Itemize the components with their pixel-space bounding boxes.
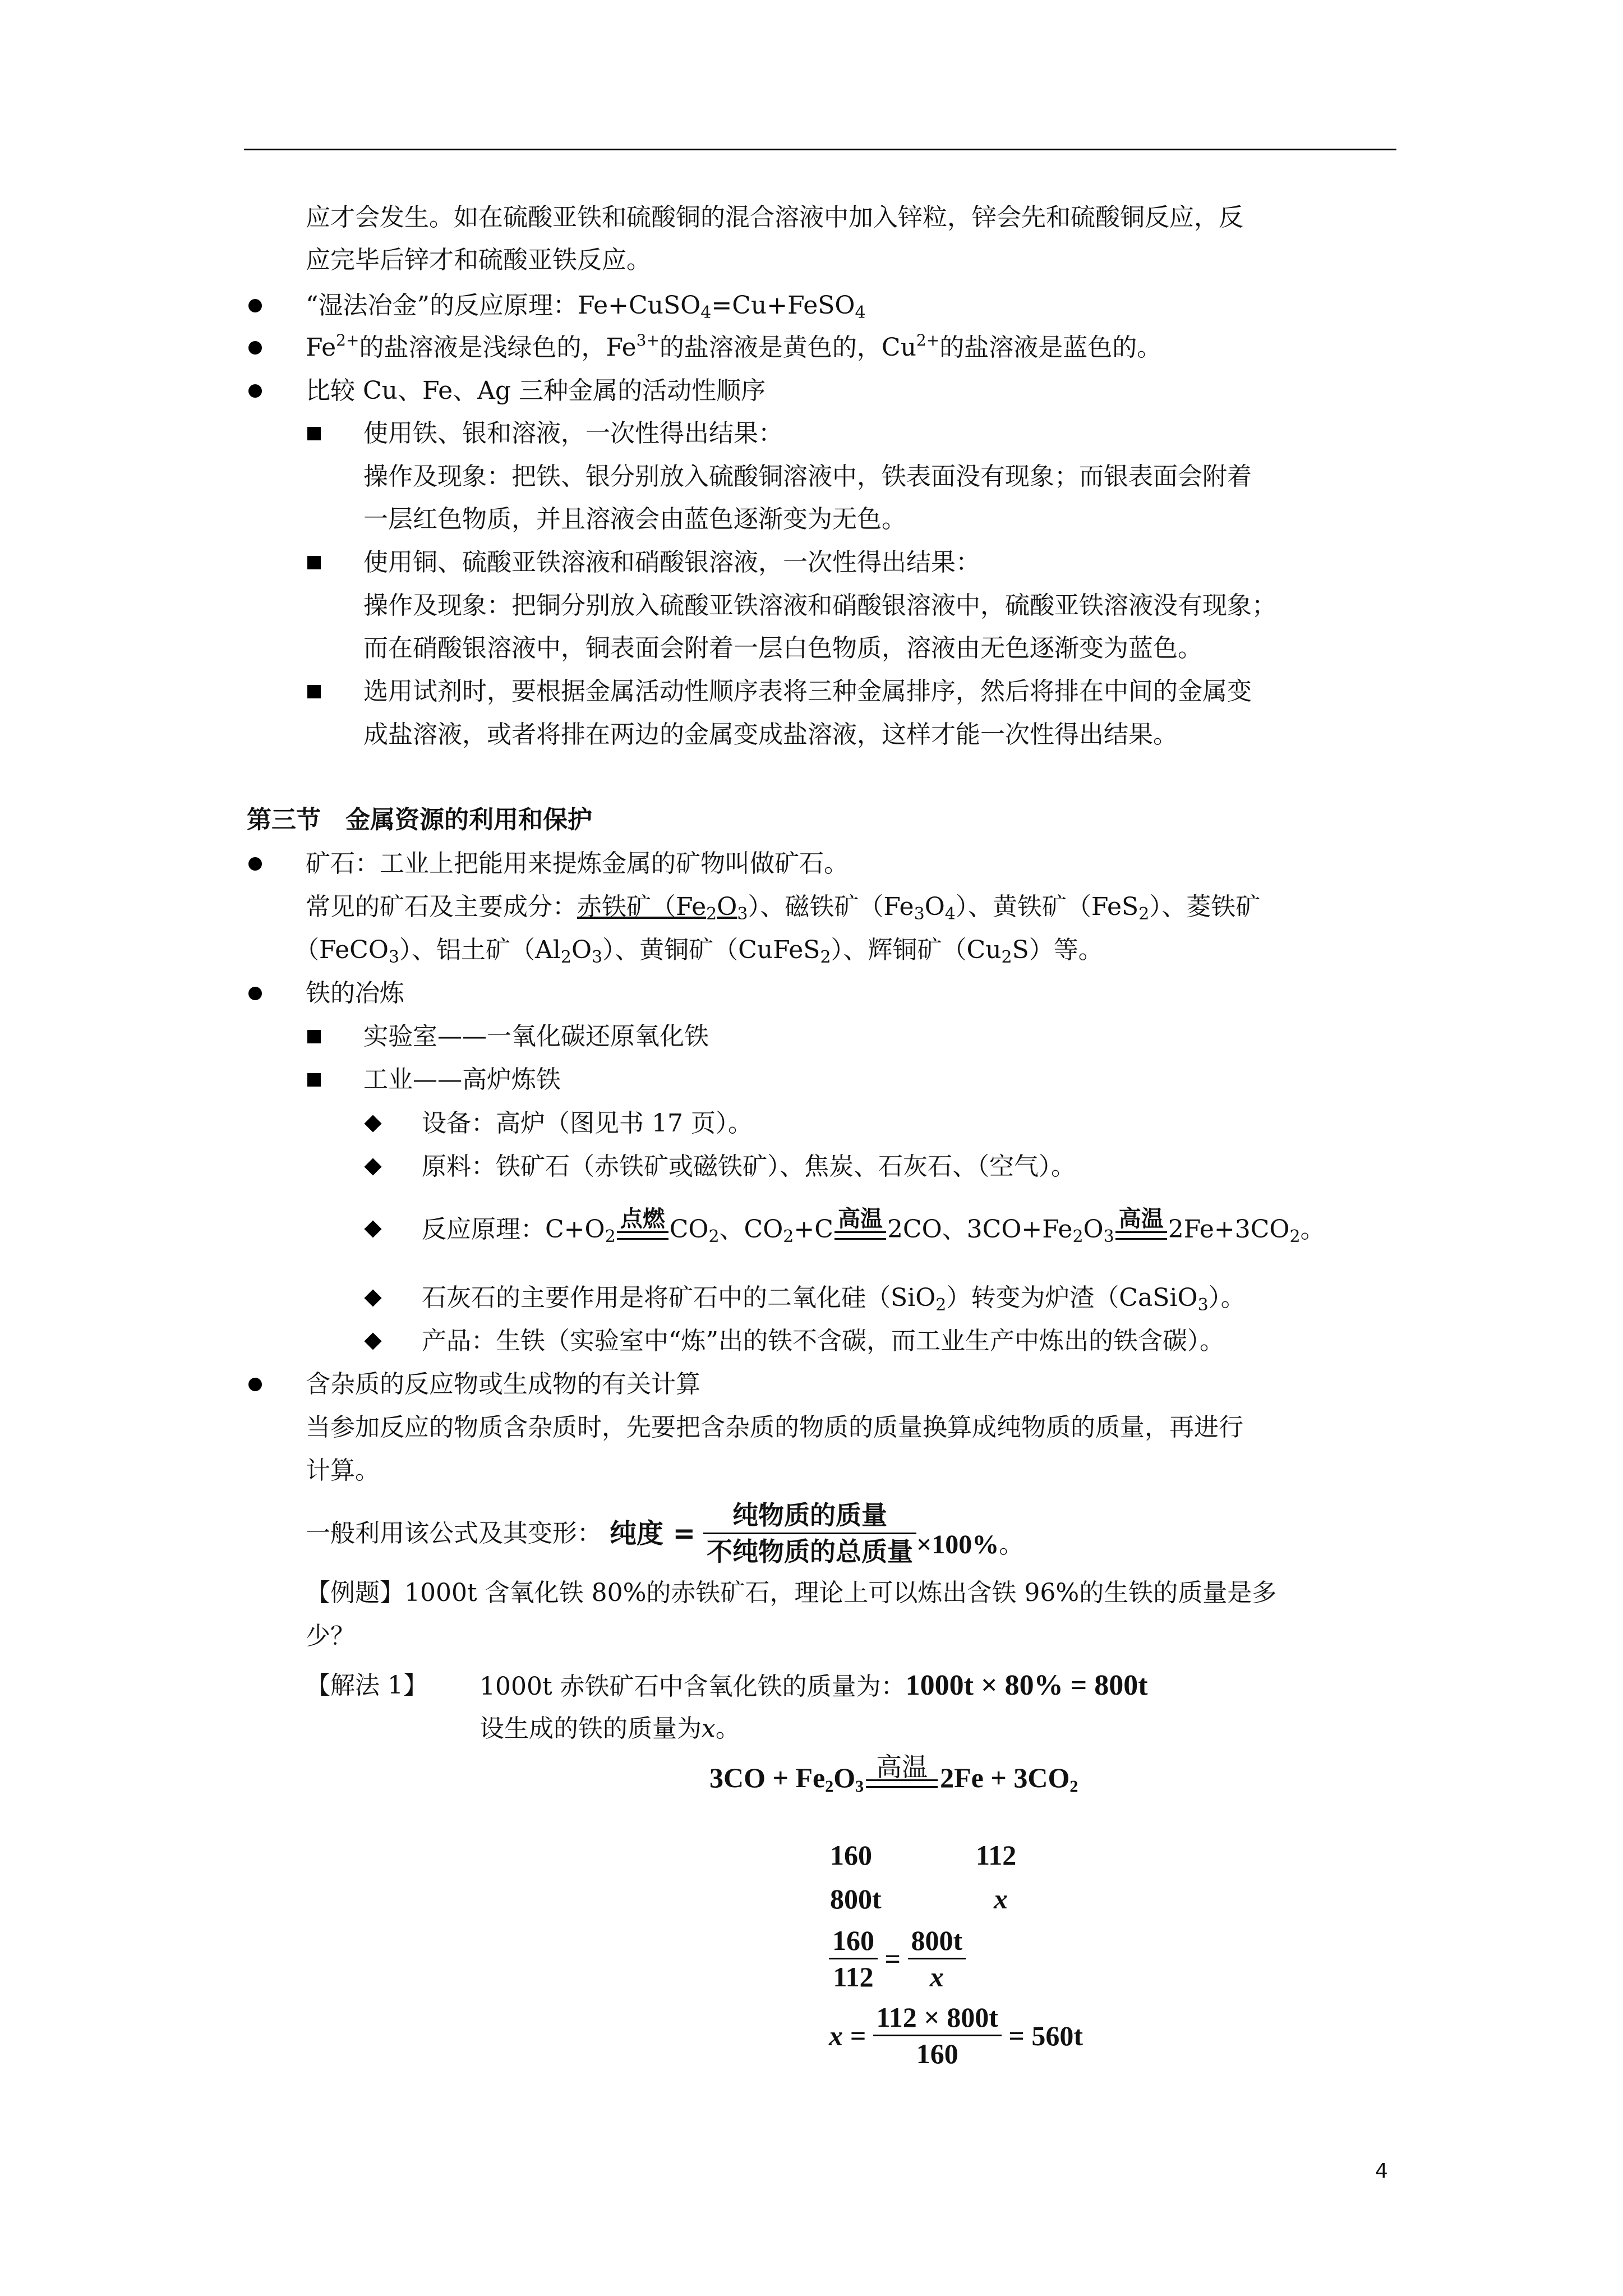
bullet-icon [248,1378,262,1391]
text-line: 而在硝酸银溶液中，铜表面会附着一层白色物质，溶液由无色逐渐变为蓝色。 [363,634,1202,662]
square-bullet-icon [307,556,321,569]
diamond-bullet-icon [364,1332,381,1350]
reaction-condition: 高温 [1115,1207,1167,1246]
diamond-bullet-icon [364,1220,381,1237]
bullet-icon [248,857,262,871]
square-bullet-icon [307,1030,321,1043]
mass-right: x [994,1883,1008,1915]
text-line: 比较 Cu、Fe、Ag 三种金属的活动性顺序 [306,376,766,405]
text-line: $Fe^{2+}$的盐溶液是浅绿色的，$Fe^{3+}$的盐溶液是黄色的，$Cu^{2+}$的盐溶液是蓝色的。 [306,331,1162,362]
text-line: 铁的冶炼 [306,979,404,1007]
purity-fraction: $\frac{\text{纯物质的质量}}{\text{不纯物质的总质量}}$ [703,1498,916,1569]
header-rule [244,149,1396,150]
square-bullet-icon [307,1073,321,1087]
diamond-bullet-icon [364,1158,381,1175]
x-solution: x = $\frac{112 \times 800t}{160}$ = 560t [829,2000,1083,2071]
text-line: 操作及现象：把铜分别放入硫酸亚铁溶液和硝酸银溶液中，硫酸亚铁溶液没有现象； [363,591,1276,620]
square-bullet-icon [307,685,321,698]
section-title: 第三节 金属资源的利用和保护 [247,806,592,834]
text-line: 一层红色物质，并且溶液会由蓝色逐渐变为无色。 [363,505,906,533]
text-line: 石灰石的主要作用是将矿石中的二氧化硅（SiO$_2$）转变为炉渣（CaSiO$_3$）。 [422,1283,1246,1315]
text-line: 设生成的铁的质量为x。 [479,1714,740,1743]
mass-left: 800t [830,1883,882,1915]
text-line: 含杂质的反应物或生成物的有关计算 [306,1370,700,1398]
text-line: 应才会发生。如在硫酸亚铁和硫酸铜的混合溶液中加入锌粒，锌会先和硫酸铜反应，反 [306,203,1243,232]
reaction-condition: 高温 [834,1207,886,1246]
text-line: 应完毕后锌才和硫酸亚铁反应。 [306,246,651,274]
text-line: 操作及现象：把铁、银分别放入硫酸铜溶液中，铁表面没有现象；而银表面会附着 [363,462,1252,491]
ratio-right: $\frac{800t}{x}$ [908,1923,966,1994]
text-line: 实验室——一氧化碳还原氧化铁 [363,1022,709,1051]
diamond-bullet-icon [364,1289,381,1306]
text-line: 工业——高炉炼铁 [363,1065,561,1094]
text-line: 成盐溶液，或者将排在两边的金属变成盐溶液，这样才能一次性得出结果。 [363,720,1178,749]
text-line: 使用铜、硫酸亚铁溶液和硝酸银溶液，一次性得出结果： [363,548,980,577]
solution-label: 【解法 1】 [306,1671,428,1700]
bullet-icon [248,987,262,1000]
square-bullet-icon [307,427,321,440]
molar-mass-right: 112 [976,1839,1017,1871]
text-line: 产品：生铁（实验室中“炼”出的铁不含碳，而工业生产中炼出的铁含碳）。 [422,1327,1224,1355]
text-line: 矿石：工业上把能用来提炼金属的矿物叫做矿石。 [306,849,849,878]
reaction-principle: 反应原理：$C+O_2$ 点燃 $CO_2$、$CO_2+C$ 高温 2CO、$3CO+Fe_2O_3$ 高温 $2Fe+3CO_2$。 [422,1206,1325,1246]
ratio-equation: $\frac{160}{112}$ = $\frac{800t}{x}$ [829,1923,966,1994]
x-fraction: $\frac{112 \times 800t}{160}$ [873,2000,1002,2071]
chemical-equation: $3CO + Fe_2O_3$ 高温 $2Fe + 3CO_2$ [709,1752,1078,1796]
bullet-icon [248,384,262,398]
text-line: “湿法冶金”的反应原理：Fe+CuSO$_4$=Cu+FeSO$_4$ [306,291,866,323]
diamond-bullet-icon [364,1115,381,1132]
example-question: 【例题】1000t 含氧化铁 80%的赤铁矿石，理论上可以炼出含铁 96%的生铁的质量是多 [306,1579,1277,1607]
text-line: 计算。 [306,1456,380,1485]
text-line: 少？ [306,1622,355,1650]
text-line: 选用试剂时，要根据金属活动性顺序表将三种金属排序，然后将排在中间的金属变 [363,677,1252,706]
molar-mass-left: 160 [830,1839,872,1871]
ratio-left: $\frac{160}{112}$ [829,1923,878,1994]
reaction-condition: 点燃 [617,1207,668,1246]
page-number: 4 [1375,2160,1388,2183]
text-line: （FeCO$_3$）、铝土矿$(Al_2O_3)$、黄铜矿（CuFeS$_2$）、辉铜矿$(Cu_2S)$等。 [294,936,1103,967]
bullet-icon [248,299,262,312]
reaction-condition: 高温 [866,1755,938,1795]
text-line: 常见的矿石及主要成分：赤铁矿$(Fe_2O_3)$、磁铁矿$(Fe_3O_4)$、黄铁矿（FeS$_2$）、菱铁矿 [306,892,1261,924]
text-line: 设备：高炉（图见书 17 页）。 [422,1109,753,1138]
text-line: 当参加反应的物质含杂质时，先要把含杂质的物质的质量换算成纯物质的质量，再进行 [306,1413,1243,1442]
bullet-icon [248,341,262,355]
text-line: 使用铁、银和溶液，一次性得出结果： [363,419,783,448]
text-line: 原料：铁矿石（赤铁矿或磁铁矿）、焦炭、石灰石、（空气）。 [422,1152,1076,1181]
text-line: 1000t 赤铁矿石中含氧化铁的质量为：1000t × 80% = 800t [479,1669,1148,1701]
purity-formula: 一般利用该公式及其变形： 纯度 = $\frac{\text{纯物质的质量}}{\text{不纯物质的总质量}}$ ×100%。 [306,1498,1023,1569]
